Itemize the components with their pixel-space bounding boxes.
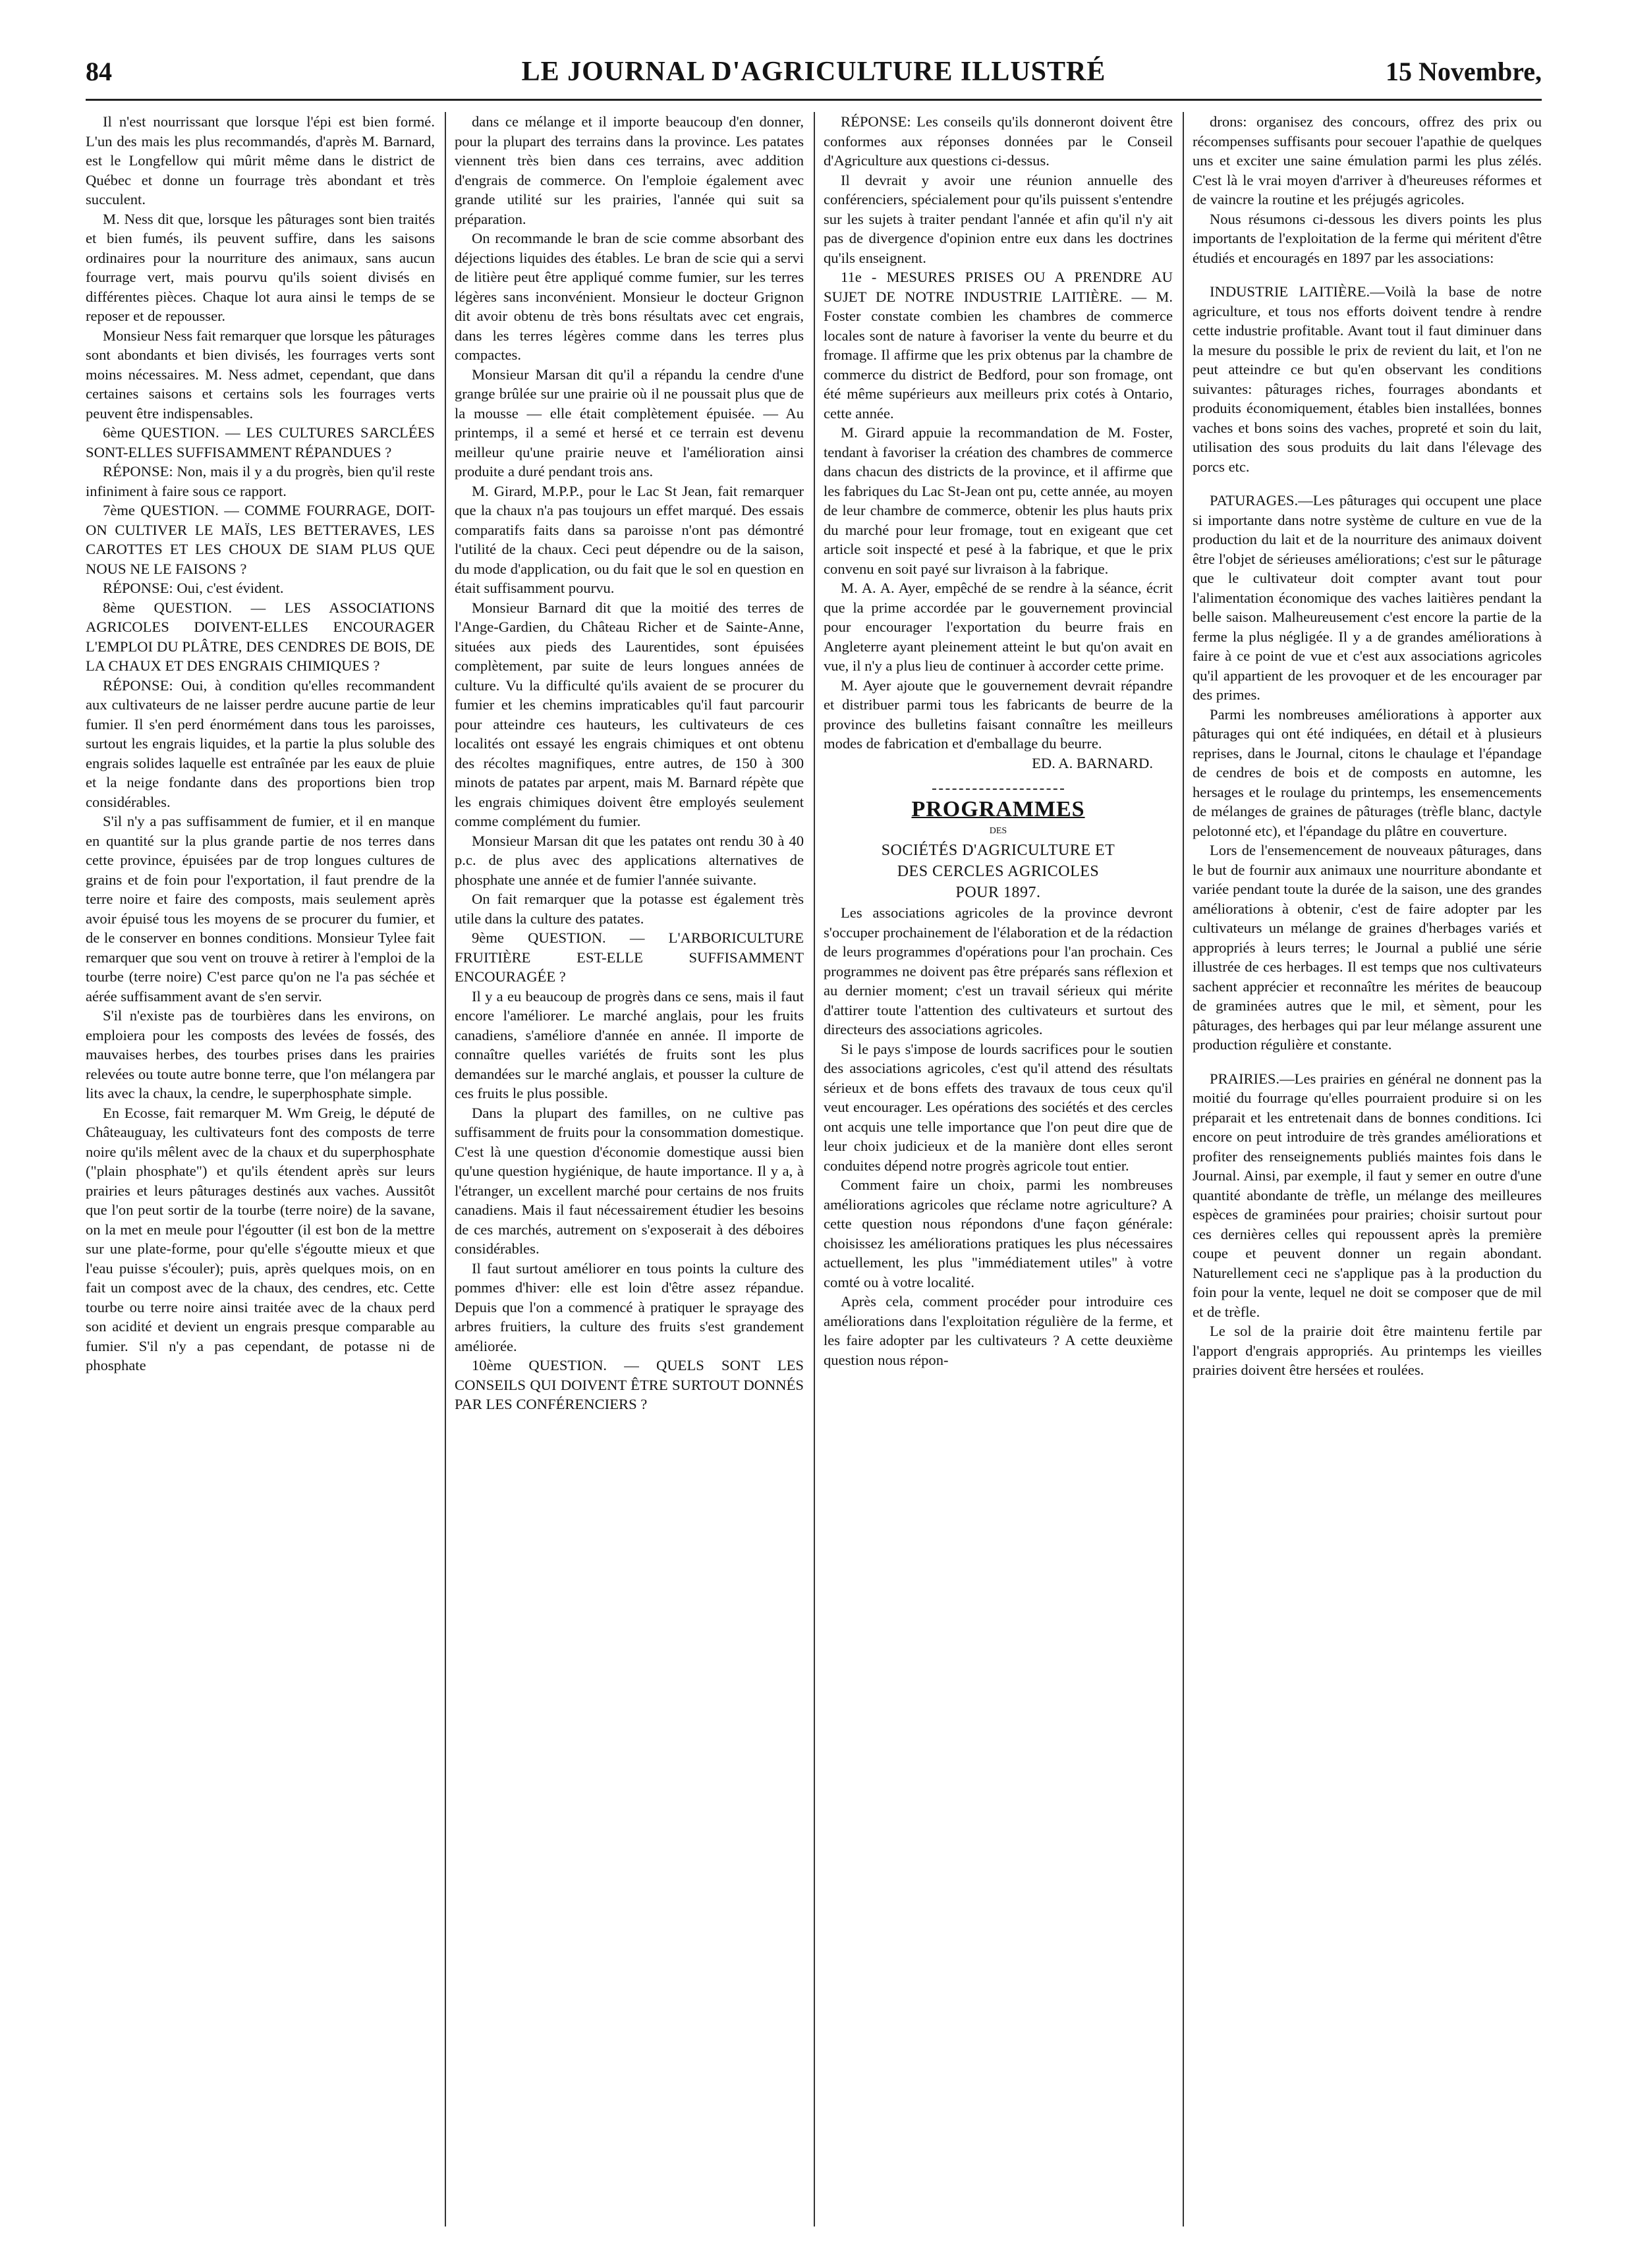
article-paragraph: Les associations agricoles de la province devront s'occuper prochainement de l'élaboration et de la rédaction de leurs programmes d'opérations pour l'an prochain. Ces programmes ne doivent pas être préparés sans réflexion et au dernier moment; c'est un travail sérieux qui mérite d'attirer toute l'attention des cultivateurs et surtout des directeurs des associations agricoles.: [824, 904, 1173, 1037]
article-paragraph: RÉPONSE: Les conseils qu'ils donneront doivent être conformes aux réponses données par le Conseil d'Agriculture aux questions ci-dessus.: [824, 113, 1173, 169]
article-paragraph: Il n'est nourrissant que lorsque l'épi est bien formé. L'un des mais les plus recommandés, d'après M. Barnard, est le Longfellow qui mûrit même dans le district de Québec et donne un fourrage très abondant et très succulent.: [86, 113, 435, 207]
paragraph-gap: [1193, 476, 1542, 491]
article-paragraph: Monsieur Ness fait remarquer que lorsque les pâturages sont abondants et bien divisés, les fourrages verts sont moins nécessaires. M. Ness admet, cependant, que dans certaines saisons et certains sols les fourrages verts peuvent être indispensables.: [86, 327, 435, 422]
programmes-subtitle: [824, 840, 1173, 903]
article-paragraph: 8ème QUESTION. — LES ASSOCIATIONS AGRICOLES DOIVENT-ELLES ENCOURAGER L'EMPLOI DU PLÂTRE, DES CENDRES DE BOIS, DE LA CHAUX ET DES ENGRAIS CHIMIQUES ?: [86, 599, 435, 674]
article-paragraph: On fait remarquer que la potasse est également très utile dans la culture des patates.: [455, 891, 804, 927]
section-divider: [932, 788, 1064, 790]
article-paragraph: Lors de l'ensemencement de nouveaux pâturages, dans le but de fournir aux animaux une nourriture abondante et variée pendant toute la durée de la saison, une des grandes améliorations à obtenir, c'est de faire adopter par les cultivateurs un mélange de graines d'herbages variés et appropriés à leurs terres; le Journal a publié une série illustrée de ces herbages. Il est temps que nos cultivateurs sachent apprécier et reconnaître les mérites de beaucoup de graminées autres que le mil, et sèment, pour les pâturages, des herbages qui par leur mélange assurent une production régulière et constante.: [1193, 842, 1542, 1053]
article-paragraph: En Ecosse, fait remarquer M. Wm Greig, le député de Châteauguay, les cultivateurs font des composts de terre noire qu'ils mêlent avec de la chaux et du superphosphate ("plain phosphate") et qu'ils étendent après sur leurs prairies et leurs pâturages destinés aux vaches. Aussitôt que l'on peut sortir de la tourbe (terre noire) de la savane, on la met en meule pour l'égoutter (il est bon de la mettre sur une plate-forme, pour qu'elle s'égoutte mieux et que l'eau puisse s'écouler); puis, après quelques mois, on en fait un compost avec de la chaux, des cendres, etc. Cette tourbe ou terre noire ainsi traitée avec de la chaux perd son acidité et devient un engrais presque comparable au fumier. S'il n'y a pas cependant, de potasse ni de phosphate: [86, 1104, 435, 1373]
article-paragraph: Après cela, comment procéder pour introduire ces améliorations dans l'exploitation régulière de la ferme, et les faire adopter par les cultivateurs ? A cette deuxième question nous répon-: [824, 1293, 1173, 1368]
author-signature: ED. A. BARNARD.: [1032, 754, 1153, 771]
article-paragraph: drons: organisez des concours, offrez des prix ou récompenses suffisants pour secouer l'apathie de quelques uns et exciter une saine émulation parmi les plus zélés. C'est là le vrai moyen d'arriver à d'heureuses réformes et de vaincre la routine et les préjugés agricoles.: [1193, 113, 1542, 207]
page-header: [86, 56, 1542, 96]
programmes-title: PROGRAMMES: [911, 797, 1085, 821]
article-paragraph: M. Ayer ajoute que le gouvernement devrait répandre et distribuer parmi tous les fabricants de beurre de la province des bulletins faisant connaître les meilleurs modes de fabrication et d'emballage du beurre.: [824, 677, 1173, 752]
column-4: [1193, 112, 1542, 2227]
article-paragraph: Comment faire un choix, parmi les nombreuses améliorations agricoles que réclame notre agriculture? A cette question nous répondons d'une façon générale: choisissez les améliorations pratiques les plus nécessaires actuellement, les plus "immédiatement utiles" à votre comté ou à votre localité.: [824, 1176, 1173, 1290]
column-3: [824, 112, 1173, 2227]
column-divider: [1183, 112, 1184, 2227]
article-paragraph: M. Ness dit que, lorsque les pâturages sont bien traités et bien fumés, ils peuvent suffire, dans les saisons ordinaires pour la nourriture des animaux, sans aucun fourrage vert, mais pourvu qu'ils soient divisés en différentes pièces. Chaque lot aura ainsi le temps de se reposer et de repousser.: [86, 210, 435, 324]
article-paragraph: Le sol de la prairie doit être maintenu fertile par l'apport d'engrais appropriés. Au printemps les vieilles prairies doivent être hersées et roulées.: [1193, 1323, 1542, 1378]
article-paragraph: PRAIRIES.—Les prairies en général ne donnent pas la moitié du fourrage qu'elles pourraient produire si on les préparait et les entretenait dans de bonnes conditions. Ici encore on peut introduire de très grandes améliorations et profiter des renseignements publiés maintes fois dans le Journal. Ainsi, par exemple, il faut y semer en outre d'une quantité abondante de trèfle, un mélange des meilleures espèces de graminées pour prairies; choisir surtout pour ces dernières celles qui repoussent après la première coupe et peuvent donner un regain abondant. Naturellement ceci ne s'applique pas à la production du foin pour la vente, lequel ne doit se composer que de mil et de trèfle.: [1193, 1070, 1542, 1320]
programmes-subtitle-line: POUR 1897.: [955, 884, 1041, 901]
paragraph-gap: [1193, 1055, 1542, 1069]
article-paragraph: RÉPONSE: Non, mais il y a du progrès, bien qu'il reste infiniment à faire sous ce rapport.: [86, 463, 435, 499]
journal-title: LE JOURNAL D'AGRICULTURE ILLUSTRÉ: [521, 57, 1106, 87]
column-1: [86, 112, 435, 2227]
column-3-articles: [824, 112, 1173, 754]
article-paragraph: Nous résumons ci-dessous les divers points les plus importants de l'exploitation de la ferme qui méritent d'être étudiés et encouragés en 1897 par les associations:: [1193, 210, 1542, 266]
programmes-subtitle-line: SOCIÉTÉS D'AGRICULTURE ET: [881, 842, 1115, 859]
article-paragraph: Il y a eu beaucoup de progrès dans ce sens, mais il faut encore l'améliorer. Le marché anglais, pour les fruits canadiens, s'améliore d'année en année. Il importe de connaître quelles variétés de fruits sont les plus demandées sur le marché anglais, et pousser la culture de ces fruits le plus possible.: [455, 987, 804, 1101]
article-paragraph: Parmi les nombreuses améliorations à apporter aux pâturages qui ont été indiquées, en détail et à plusieurs reprises, dans le Journal, citons le chaulage et l'épandage de cendres de bois et de composts en automne, les hersages et le roulage du printemps, les ensemencements de mélanges de graines de pâturages (trèfle blanc, dactyle pelotonné etc), et l'épandage du plâtre en couverture.: [1193, 705, 1542, 839]
article-paragraph: Il devrait y avoir une réunion annuelle des conférenciers, spécialement pour qu'ils puissent s'entendre sur les sujets à traiter pendant l'année et afin qu'il n'y ait pas de divergence d'opinion entre eux dans les doctrines qu'ils enseignent.: [824, 171, 1173, 266]
article-paragraph: dans ce mélange et il importe beaucoup d'en donner, pour la plupart des terrains dans la province. Les patates viennent très bien dans ces terrains, avec addition d'engrais de commerce. On l'emploie également avec grande utilité sur les prairies, l'année qui suit sa préparation.: [455, 113, 804, 227]
programmes-subtitle-line: DES CERCLES AGRICOLES: [897, 863, 1100, 880]
column-divider: [445, 112, 446, 2227]
page-number: 84: [86, 57, 112, 86]
paragraph-gap: [1193, 267, 1542, 282]
article-paragraph: M. Girard, M.P.P., pour le Lac St Jean, fait remarquer que la chaux n'a pas toujours un effet marqué. Des essais comparatifs faits dans sa paroisse n'ont pas démontré l'utilité de la chaux. Ceci peut dépendre ou de la saison, du mode d'application, ou du fait que le sol en question en était suffisamment pourvu.: [455, 482, 804, 596]
article-paragraph: 9ème QUESTION. — L'ARBORICULTURE FRUITIÈRE EST-ELLE SUFFISAMMENT ENCOURAGÉE ?: [455, 929, 804, 985]
issue-date: 15 Novembre,: [1386, 57, 1542, 86]
article-paragraph: 10ème QUESTION. — QUELS SONT LES CONSEILS QUI DOIVENT ÊTRE SURTOUT DONNÉS PAR LES CONFÉRENCIERS ?: [455, 1357, 804, 1412]
article-paragraph: 6ème QUESTION. — LES CULTURES SARCLÉES SONT-ELLES SUFFISAMMENT RÉPANDUES ?: [86, 424, 435, 460]
article-paragraph: Il faut surtout améliorer en tous points la culture des pommes d'hiver: elle est loin d'être assez répandue. Depuis que l'on a commencé à pratiquer le sprayage des arbres fruitiers, la culture des fruits s'est grandement améliorée.: [455, 1259, 804, 1354]
column-2: [455, 112, 804, 2227]
article-paragraph: M. A. A. Ayer, empêché de se rendre à la séance, écrit que la prime accordée par le gouvernement provincial pour encourager l'exportation du beurre frais en Angleterre ayant pleinement atteint le but qu'on avait en vue, il n'y a plus lieu de continuer à accorder cette prime.: [824, 580, 1173, 674]
article-paragraph: On recommande le bran de scie comme absorbant des déjections liquides des étables. Le bran de scie qui a servi de litière peut être appliqué comme fumier, sur les terres légères sans inconvénient. Monsieur le docteur Grignon dit avoir obtenu de très bons résultats avec cet engrais, dans les terres légères comme dans les terres plus compactes.: [455, 230, 804, 363]
article-paragraph: PATURAGES.—Les pâturages qui occupent une place si importante dans notre système de culture en vue de la production du lait et de la nourriture des animaux doivent être l'objet de sérieuses améliorations; c'est sur le pâturage que le cultivateur doit compter avant tout pour l'alimentation économique des vaches laitières pendant la belle saison. Malheureusement c'est encore la partie de la ferme la plus négligée. Il y a de grandes améliorations à faire à ce point de vue et c'est aux associations agricoles qu'il appartient de les provoquer et de les encourager par des primes.: [1193, 492, 1542, 703]
article-paragraph: S'il n'y a pas suffisamment de fumier, et il en manque en quantité sur la plus grande partie de nos terres dans cette province, épuisées par de trop longues cultures de grains et de foin pour l'exportation, il faut prendre de la terre noire et faire des composts, mais seulement après avoir épuisé tous les moyens de se procurer du fumier, et de le conserver en bonnes conditions. Monsieur Tylee fait remarquer que sou vent on trouve à retirer à l'emploi de la tourbe (terre noire) C'est parce qu'on ne l'a pas séchée et aérée suffisamment avant de s'en servir.: [86, 813, 435, 1005]
article-paragraph: 11e - MESURES PRISES OU A PRENDRE AU SUJET DE NOTRE INDUSTRIE LAITIÈRE. — M. Foster constate combien les chambres de commerce locales sont de nature à favoriser la vente du beurre et du fromage. Il affirme que les prix obtenus par la chambre de commerce du district de Bedford, pour son fromage, ont été même supérieurs aux meilleurs prix cotés à Ontario, cette année.: [824, 269, 1173, 422]
article-paragraph: 7ème QUESTION. — COMME FOURRAGE, DOIT-ON CULTIVER LE MAÏS, LES BETTERAVES, LES CAROTTES ET LES CHOUX DE SIAM PLUS QUE NOUS NE LE FAISONS ?: [86, 502, 435, 577]
article-paragraph: RÉPONSE: Oui, à condition qu'elles recommandent aux cultivateurs de ne laisser perdre aucune partie de leur fumier. Il s'en perd énormément dans tous les paroisses, surtout les engrais liquides, et la partie la plus soluble des engrais solides laquelle est entraînée par les eaux de pluie et la neige fondante dans des proportions bien trop considérables.: [86, 677, 435, 810]
article-paragraph: RÉPONSE: Oui, c'est évident.: [103, 580, 284, 596]
header-rule: [86, 99, 1542, 101]
article-paragraph: S'il n'existe pas de tourbières dans les environs, on emploiera pour les composts des levées de fossés, des mauvaises herbes, des tourbes prises dans les prairies relevées ou toute autre bonne terre, que l'on mélangera par lits avec la chaux, la cendre, le superphosphate simple.: [86, 1007, 435, 1101]
column-divider: [814, 112, 815, 2227]
article-paragraph: INDUSTRIE LAITIÈRE.—Voilà la base de notre agriculture, et tous nos efforts doivent tendre à rendre cette industrie profitable. Avant tout il faut diminuer dans la mesure du possible le prix de revient du lait, et l'on ne peut atteindre ce but qu'en observant les conditions suivantes: pâturages riches, fourrages abondants et produits économiquement, étables bien installées, bonnes vaches et bons soins des vaches, propreté et soin du lait, utilisation des sous produits du lait dans l'élevage des porcs etc.: [1193, 283, 1542, 475]
programmes-des: DES: [989, 826, 1007, 836]
article-paragraph: M. Girard appuie la recommandation de M. Foster, tendant à favoriser la création des chambres de commerce dans chacun des districts de la province, et il affirme que les fabriques du Lac St-Jean ont pu, cette année, au moyen de leur chambre de commerce, obtenir les plus hauts prix du marché pour leur fromage, tout en exigeant que cet article soit inspecté et pesé à la fabrique, et que le prix convenu en soit payé sur livraison à la fabrique.: [824, 424, 1173, 577]
article-paragraph: Monsieur Marsan dit que les patates ont rendu 30 à 40 p.c. de plus avec des applications alternatives de phosphate une année et de fumier l'année suivante.: [455, 832, 804, 888]
article-paragraph: Dans la plupart des familles, on ne cultive pas suffisamment de fruits pour la consommation domestique. C'est là une question d'économie domestique aussi bien qu'une question hygiénique, de haute importance. Il y a, à l'étranger, un excellent marché pour certains de nos fruits canadiens. Mais il faut nécessairement étudier les besoins de ces marchés, autrement on s'exposerait à des déboires considérables.: [455, 1104, 804, 1257]
article-paragraph: Si le pays s'impose de lourds sacrifices pour le soutien des associations agricoles, c'est qu'il attend des résultats sérieux et de bons effets des travaux de tous ceux qu'il veut encourager. Les opérations des sociétés et des cercles ont acquis une telle importance que l'on peut dire que de leur choix judicieux et de la manière dont elles seront conduites dépend notre progrès agricole tout entier.: [824, 1040, 1173, 1174]
article-paragraph: Monsieur Barnard dit que la moitié des terres de l'Ange-Gardien, du Château Richer et de Sainte-Anne, situées aux pieds des Laurentides, sont épuisées complètement, par suite de leurs longues années de culture. Vu la difficulté qu'ils avaient de se procurer du fumier et les chemins impraticables qu'il faut parcourir pour atteindre ces hauteurs, les cultivateurs de ces localités ont essayé les engrais chimiques et ont obtenu des récoltes magnifiques, entre autres, de 150 à 300 minots de patates par arpent, mais M. Barnard répète que les engrais chimiques doivent être employés seulement comme complément du fumier.: [455, 599, 804, 829]
article-paragraph: Monsieur Marsan dit qu'il a répandu la cendre d'une grange brûlée sur une prairie où il ne poussait plus que de la mousse — elle était complètement épuisée. — Au printemps, il a semé et hersé et ce terrain est devenu meilleur qu'une prairie neuve et l'amélioration ainsi produite a duré pendant trois ans.: [455, 366, 804, 480]
programmes-article: [824, 903, 1173, 1369]
